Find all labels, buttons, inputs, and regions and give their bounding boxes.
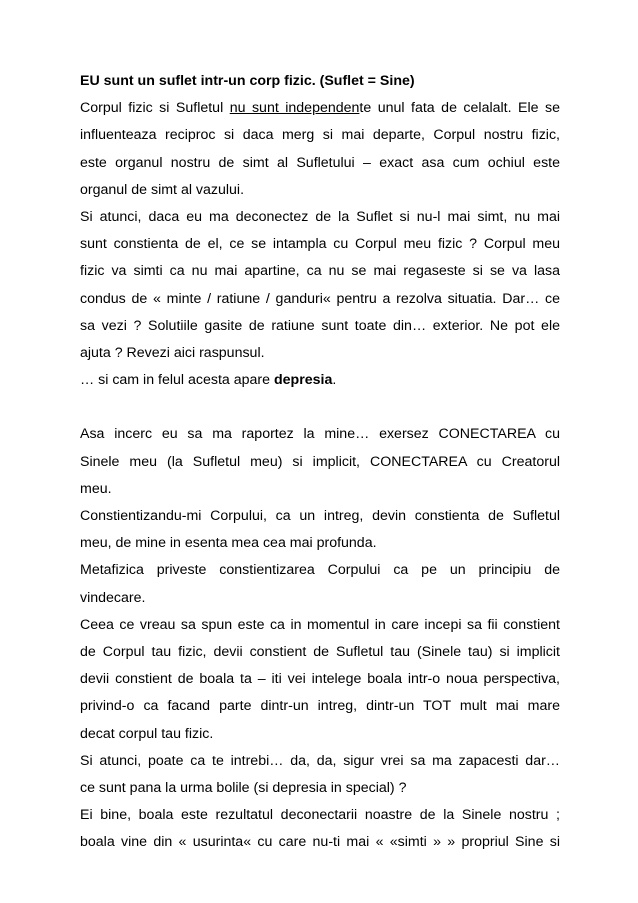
text-line: Ceea ce vreau sa spun este ca in momentul in care incepi sa fii constient (80, 616, 560, 633)
text-line: vindecare. (80, 589, 146, 606)
text-line: privind-o ca facand parte dintr-un intreg, dintr-un TOT mult mai mare (80, 698, 560, 715)
paragraph-4 (80, 421, 560, 503)
text-line: sa vezi ? Solutiile gasite de ratiune sunt toate din… exterior. Ne pot ele (80, 317, 560, 334)
text-line: meu, de mine in esenta mea cea mai profunda. (80, 535, 377, 552)
text-span: … si cam in felul acesta apare (80, 372, 274, 389)
paragraph-7 (80, 612, 560, 748)
text-line: organul de simt al vazului. (80, 181, 245, 198)
text-span: te unul fata de celalalt. Ele se (359, 100, 560, 117)
text-line: condus de « minte / ratiune / ganduri« pentru a rezolva situatia. Dar… ce (80, 290, 560, 307)
text-span: . (332, 372, 337, 389)
document-title: EU sunt un suflet intr-un corp fizic. (Suflet = Sine) (80, 73, 415, 89)
paragraph-8 (80, 748, 560, 802)
text-line: decat corpul tau fizic. (80, 725, 214, 742)
text-line: este organul nostru de simt al Sufletului – exact asa cum ochiul este (80, 154, 560, 171)
text-span: Corpul fizic si Sufletul (80, 100, 230, 117)
document-page (80, 68, 560, 856)
paragraph-9 (80, 802, 560, 856)
text-line (80, 95, 560, 122)
text-line: sunt constienta de el, ce se intampla cu Corpul meu fizic ? Corpul meu (80, 236, 560, 253)
text-line: Constientizandu-mi Corpului, ca un intreg, devin constienta de Sufletul (80, 508, 560, 524)
text-line: boala vine din « usurinta« cu care nu-ti mai « «simti » » propriul Sine si (80, 834, 560, 851)
text-line: ajuta ? Revezi aici raspunsul. (80, 344, 265, 361)
text-line: Metafizica priveste constientizarea Corpului ca pe un principiu de (80, 562, 560, 579)
paragraph-2 (80, 204, 560, 367)
paragraph-6 (80, 557, 560, 611)
text-line: influenteaza reciproc si daca merg si mai departe, Corpul nostru fizic, (80, 127, 560, 144)
text-line (80, 367, 560, 394)
text-line: fizic va simti ca nu mai apartine, ca nu se mai regaseste si se va lasa (80, 263, 560, 280)
paragraph-5 (80, 503, 560, 557)
text-line: Si atunci, poate ca te intrebi… da, da, sigur vrei sa ma zapacesti dar… (80, 752, 560, 769)
text-line: meu. (80, 480, 112, 497)
text-line: devii constient de boala ta – iti vei intelege boala intr-o noua perspectiva, (80, 671, 560, 688)
bold-text: depresia (273, 372, 333, 389)
text-line: Ei bine, boala este rezultatul deconectarii noastre de la Sinele nostru ; (80, 807, 560, 824)
underlined-text: nu sunt independen (229, 100, 360, 117)
text-line: Sinele meu (la Sufletul meu) si implicit, CONECTAREA cu Creatorul (80, 453, 560, 470)
text-line: Asa incerc eu sa ma raportez la mine… exersez CONECTAREA cu (80, 426, 560, 443)
paragraph-1 (80, 95, 560, 204)
text-line: Si atunci, daca eu ma deconectez de la Suflet si nu-l mai simt, nu mai (80, 208, 560, 225)
text-line: de Corpul tau fizic, devii constient de Sufletul tau (Sinele tau) si implicit (80, 643, 560, 660)
paragraph-spacer (80, 394, 560, 421)
paragraph-3 (80, 367, 560, 394)
text-line: ce sunt pana la urma bolile (si depresia in special) ? (80, 779, 407, 796)
